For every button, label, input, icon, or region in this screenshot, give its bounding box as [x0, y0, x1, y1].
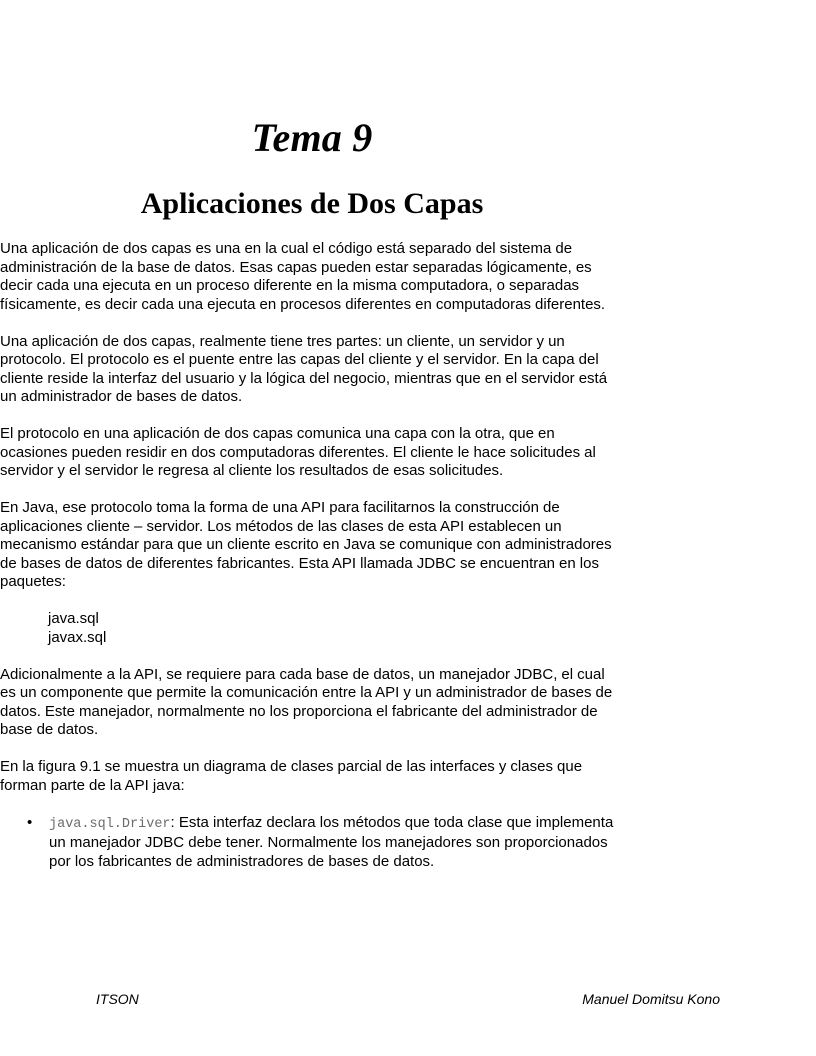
page-title: Tema 9: [251, 115, 373, 160]
footer-institution: ITSON: [96, 991, 139, 1007]
paragraph-5: Adicionalmente a la API, se requiere para cada base de datos, un manejador JDBC, el cual es un componente que permite la comunicación entre la API y un administrador de bases de datos. Este manejador, normalmente no los proporciona el fabricante del administrador de base de datos.: [0, 665, 613, 738]
paragraph-3: El protocolo en una aplicación de dos capas comunica una capa con la otra, que en ocasiones pueden residir en dos computadoras diferentes. El cliente le hace solicitudes al servidor y el servidor le regresa al cliente los resultados de esas solicitudes.: [0, 425, 596, 479]
page-footer: [96, 991, 720, 1007]
paragraph-2: Una aplicación de dos capas, realmente tiene tres partes: un cliente, un servidor y un protocolo. El protocolo es el puente entre las capas del cliente y el servidor. En la capa del cliente reside la interfaz del usuario y la lógica del negocio, mientras que en el servidor está un administrador de bases de datos.: [0, 332, 608, 405]
paragraph-4: En Java, ese protocolo toma la forma de una API para facilitarnos la construcción de aplicaciones cliente – servidor. Los métodos de las clases de esta API establecen un mecanismo estándar para que un cliente escrito en Java se comunique con administradores de bases de datos de diferentes fabricantes. Esta API llamada JDBC se encuentran en los paquetes:: [0, 499, 612, 590]
bullet-point-icon: •: [27, 813, 33, 831]
list-item: javax.sql: [48, 628, 107, 646]
document-body: [0, 240, 624, 890]
code-literal: java.sql.Driver: [49, 816, 171, 832]
api-bullet-list: [0, 814, 624, 872]
page-subtitle: Aplicaciones de Dos Capas: [140, 187, 484, 220]
package-list: [0, 610, 624, 647]
footer-author: Manuel Domitsu Kono: [582, 991, 720, 1007]
list-item: [0, 814, 624, 872]
paragraph-1: Una aplicación de dos capas es una en la cual el código está separado del sistema de administración de la base de datos. Esas capas pueden estar separadas lógicamente, es decir cada una ejecuta en un proceso diferente en la misma computadora, o separadas físicamente, es decir cada una ejecuta en procesos diferentes en computadoras diferentes.: [0, 240, 606, 313]
paragraph-6: En la figura 9.1 se muestra un diagrama de clases parcial de las interfaces y clases que forman parte de la API java:: [0, 758, 583, 794]
list-item-text: : Esta interfaz declara los métodos que toda clase que implementa un manejador JDBC debe tener. Normalmente los manejadores son proporcionados por los fabricantes de administradores de bases de datos.: [49, 813, 614, 870]
list-item: java.sql: [48, 610, 99, 627]
